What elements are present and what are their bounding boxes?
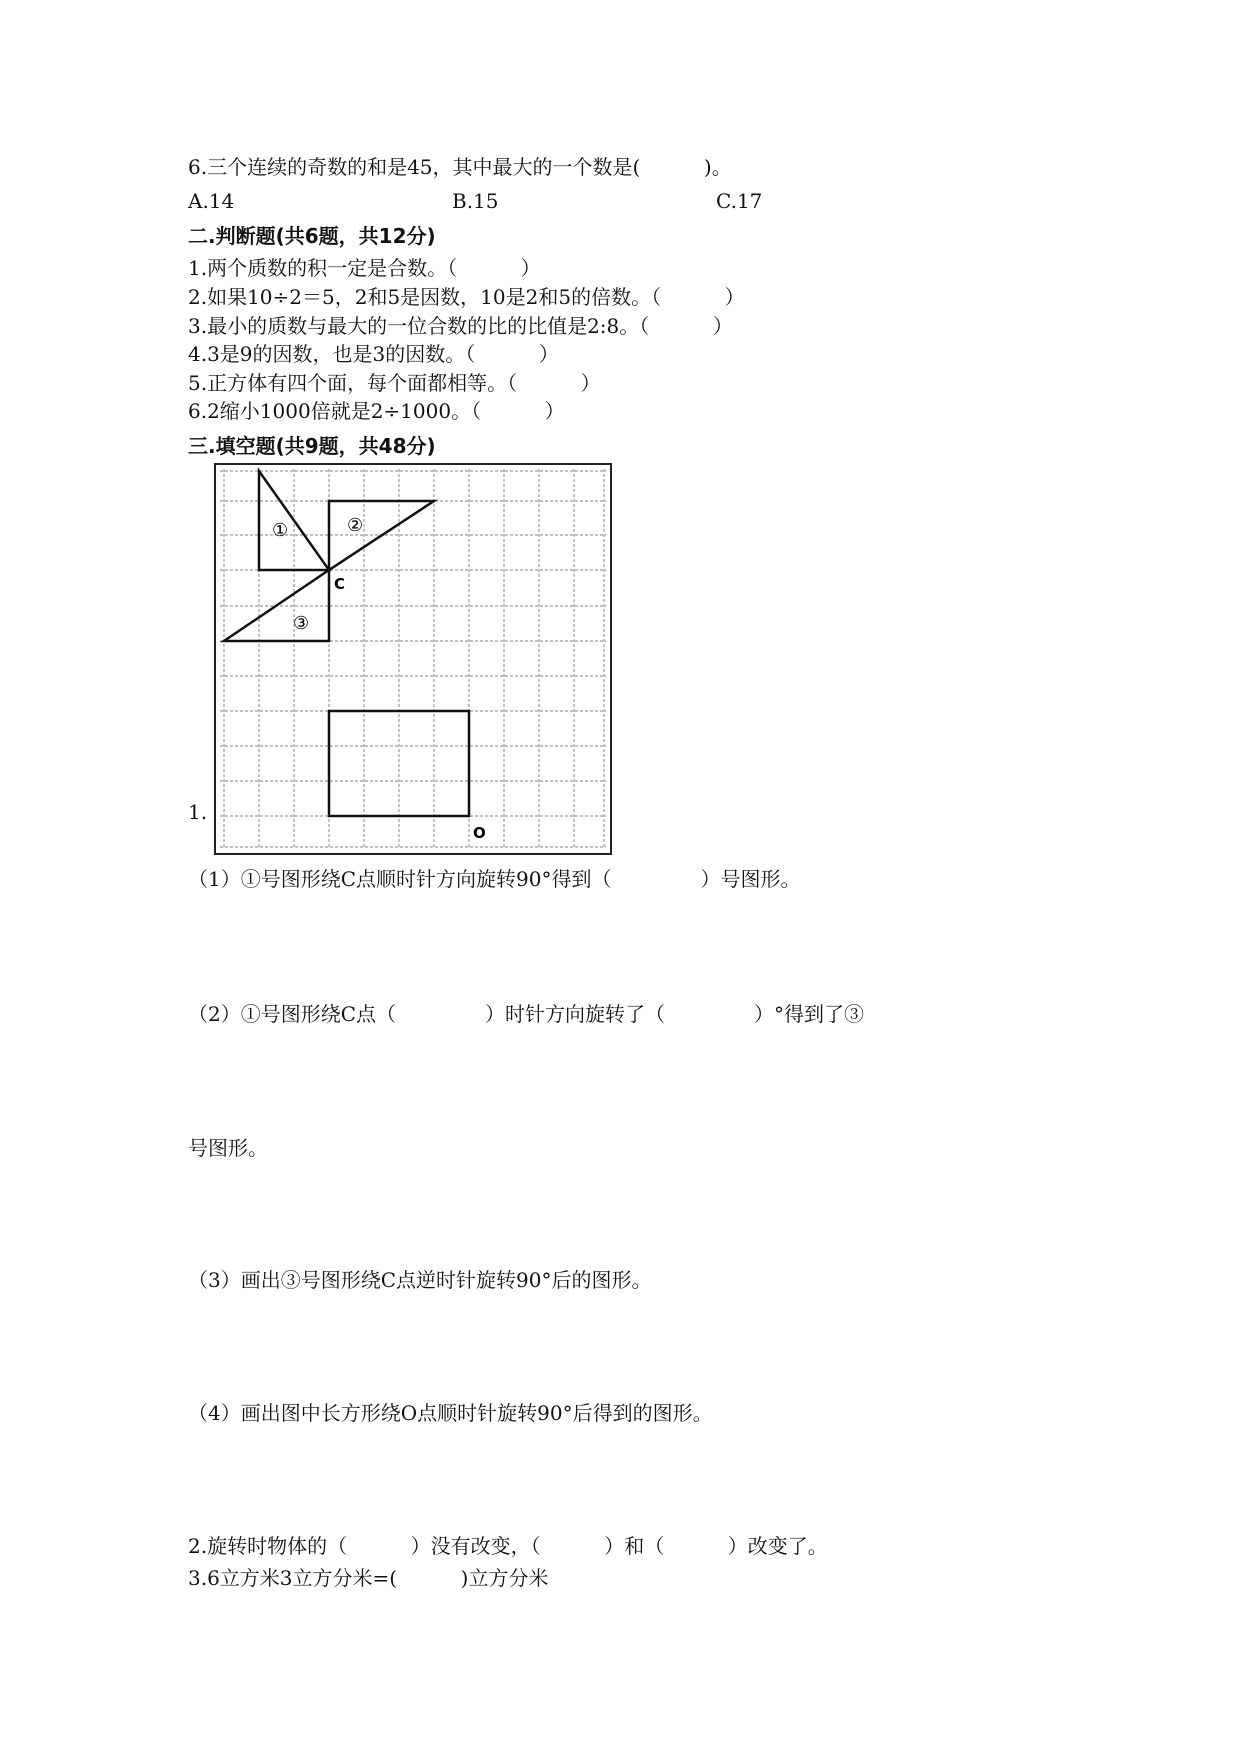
question-6-stem: 6.三个连续的奇数的和是45，其中最大的一个数是( )。 bbox=[188, 155, 732, 179]
shape-2-label: ② bbox=[347, 515, 364, 536]
subquestion-2: （2）①号图形绕C点（ ）时针方向旋转了（ ）°得到了③ bbox=[188, 1002, 865, 1026]
section-2-heading: 二.判断题(共6题，共12分) bbox=[188, 224, 436, 248]
point-o-label: O bbox=[473, 824, 486, 842]
judge-item-3: 3.最小的质数与最大的一位合数的比的比值是2:8。（ ） bbox=[188, 314, 733, 338]
judge-item-1: 1.两个质数的积一定是合数。（ ） bbox=[188, 256, 541, 280]
shape-1-label: ① bbox=[272, 520, 289, 541]
section-3-heading: 三.填空题(共9题，共48分) bbox=[188, 434, 436, 458]
rotation-grid-figure bbox=[214, 463, 612, 855]
judge-item-2: 2.如果10÷2＝5，2和5是因数，10是2和5的倍数。（ ） bbox=[188, 285, 745, 309]
question-6-option-b: B.15 bbox=[452, 189, 499, 213]
question-6-option-a: A.14 bbox=[188, 189, 235, 213]
fill-question-2: 2.旋转时物体的（ ）没有改变，（ ）和（ ）改变了。 bbox=[188, 1534, 828, 1558]
subquestion-3: （3）画出③号图形绕C点逆时针旋转90°后的图形。 bbox=[188, 1268, 652, 1292]
fill-question-3: 3.6立方米3立方分米=( )立方分米 bbox=[188, 1566, 549, 1590]
shape-3-label: ③ bbox=[293, 613, 310, 634]
subquestion-1: （1）①号图形绕C点顺时针方向旋转90°得到（ ）号图形。 bbox=[188, 867, 801, 891]
fill-question-1-number: 1. bbox=[188, 800, 208, 824]
judge-item-5: 5.正方体有四个面，每个面都相等。（ ） bbox=[188, 371, 601, 395]
judge-item-4: 4.3是9的因数，也是3的因数。（ ） bbox=[188, 342, 559, 366]
question-6-option-c: C.17 bbox=[716, 189, 763, 213]
point-c-label: C bbox=[334, 575, 346, 593]
judge-item-6: 6.2缩小1000倍就是2÷1000。（ ） bbox=[188, 399, 565, 423]
subquestion-2-continued: 号图形。 bbox=[188, 1136, 268, 1160]
subquestion-4: （4）画出图中长方形绕O点顺时针旋转90°后得到的图形。 bbox=[188, 1401, 713, 1425]
